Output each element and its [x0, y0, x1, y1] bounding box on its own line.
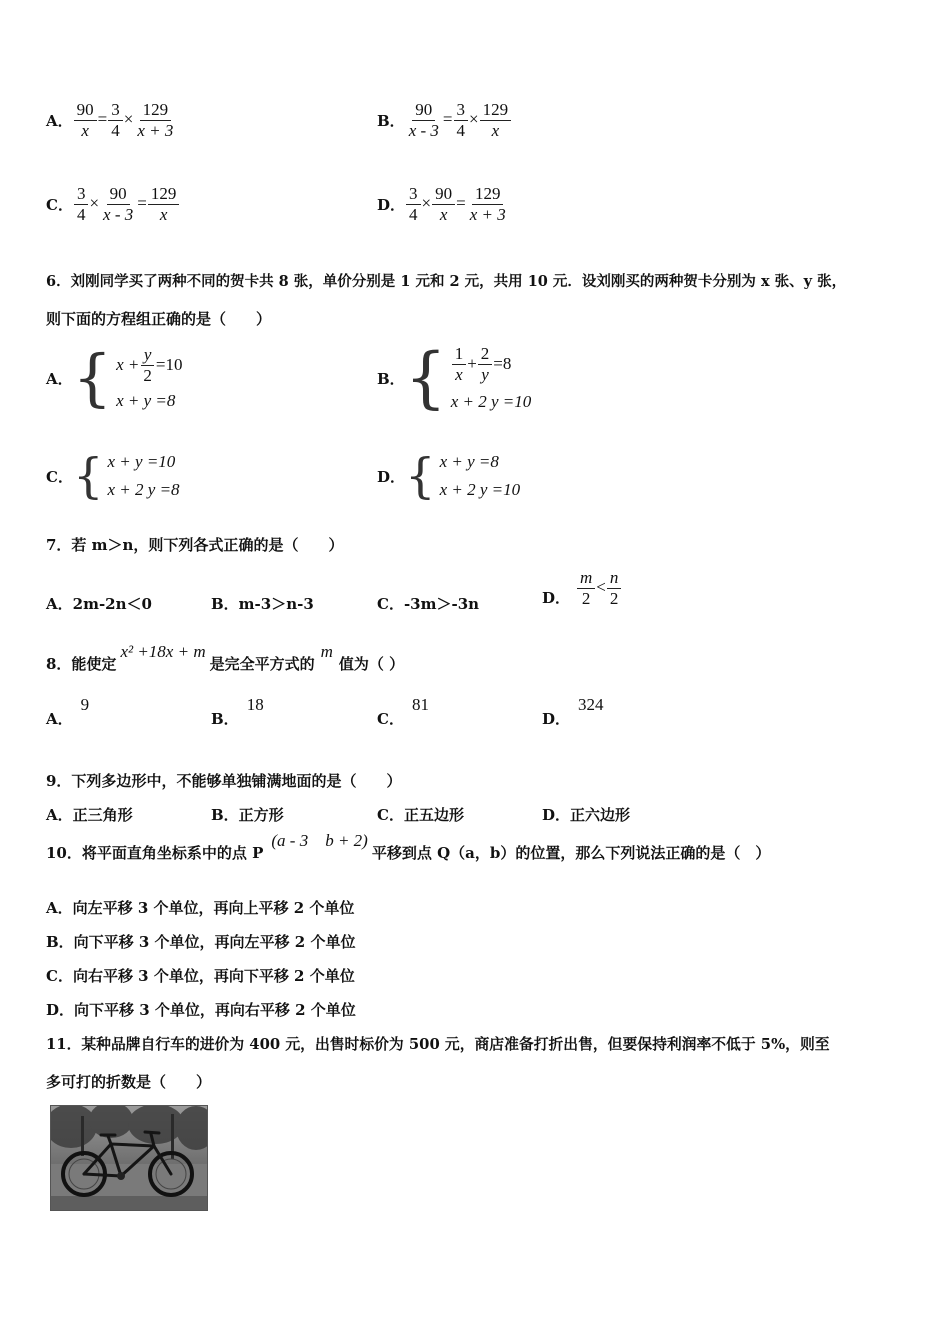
q8-option-b-value: 18: [246, 695, 264, 714]
brace-icon: {: [72, 341, 113, 414]
q5-option-b-formula: $\frac{90}{x - 3}$ = $\frac{3}{4}$ × $\frac{129}{x}$: [405, 100, 512, 141]
q11-stem-line1: 11．某种品牌自行车的进价为 400 元，出售时标价为 500 元，商店准备打折出售，但要保持利润率不低于 5%，则至: [46, 1036, 830, 1053]
q8-option-c[interactable]: [377, 695, 429, 729]
q8-option-c-label: C．: [377, 710, 404, 728]
q5-option-a-label: A．: [46, 112, 73, 130]
q8-expression: x² +18x + m: [120, 642, 206, 661]
q8-stem-pre: 8．能使定: [46, 655, 117, 673]
q9-stem: 9．下列多边形中，不能够单独铺满地面的是（ ）: [46, 772, 402, 790]
q6-option-a[interactable]: [46, 342, 182, 414]
q9-option-d[interactable]: D．正六边形: [542, 806, 631, 824]
q9-option-b[interactable]: B．正方形: [211, 806, 284, 824]
q7-option-c[interactable]: C．-3m＞-3n: [377, 595, 480, 613]
q5-option-a[interactable]: [46, 100, 177, 141]
q8-option-b[interactable]: [211, 695, 264, 729]
q6-option-b-label: B．: [377, 369, 405, 388]
q5-option-a-formula: $\frac{90}{x}$ = $\frac{3}{4}$ × $\frac{129}{x + 3}$: [73, 100, 178, 141]
q8-option-d-label: D．: [542, 710, 571, 728]
q6-option-d-system: { x + y =8 x + 2 y =10: [405, 448, 521, 504]
q10-stem-post: 平移到点 Q（a，b）的位置，那么下列说法正确的是（ ）: [371, 844, 771, 862]
q8-option-b-label: B．: [211, 710, 239, 728]
q6-option-d[interactable]: [377, 448, 520, 504]
q7-stem: 7．若 m＞n，则下列各式正确的是（ ）: [46, 536, 344, 554]
q6-stem-line1: 6．刘刚同学买了两种不同的贺卡共 8 张，单价分别是 1 元和 2 元，共用 10 元．设刘刚买的两种贺卡分别为 x 张、y 张，: [46, 273, 847, 290]
q8-variable: m: [320, 642, 333, 661]
q10-option-c[interactable]: C．向右平移 3 个单位，再向下平移 2 个单位: [46, 967, 355, 985]
q8-stem-post: 值为（ ）: [338, 655, 405, 673]
q8-option-a-label: A．: [46, 710, 73, 728]
brace-icon: {: [72, 448, 104, 504]
q8-option-c-value: 81: [411, 695, 429, 714]
bicycle-photo: [50, 1105, 208, 1211]
q5-option-c[interactable]: [46, 184, 180, 225]
q8-option-a[interactable]: [46, 695, 90, 729]
q5-option-d-formula: $\frac{3}{4}$ × $\frac{90}{x}$ = $\frac{129}{x + 3}$: [405, 184, 510, 225]
q11-stem-line2: 多可打的折数是（ ）: [46, 1073, 212, 1091]
q6-option-c-label: C．: [46, 467, 73, 486]
q5-option-b[interactable]: [377, 100, 512, 141]
q5-option-d-label: D．: [377, 196, 406, 214]
q8-stem: [46, 642, 405, 674]
q8-option-d[interactable]: [542, 695, 604, 729]
q5-option-b-label: B．: [377, 112, 405, 130]
q6-option-c-system: { x + y =10 x + 2 y =8: [72, 448, 180, 504]
brace-icon: {: [404, 339, 447, 416]
q6-option-b[interactable]: [377, 340, 531, 416]
q10-stem: [46, 831, 771, 863]
q10-option-a[interactable]: A．向左平移 3 个单位，再向上平移 2 个单位: [46, 899, 355, 917]
q7-option-d-label: D．: [542, 589, 571, 607]
q10-option-b[interactable]: B．向下平移 3 个单位，再向左平移 2 个单位: [46, 933, 356, 951]
q10-option-d[interactable]: D．向下平移 3 个单位，再向右平移 2 个单位: [46, 1001, 356, 1019]
q6-option-a-label: A．: [46, 369, 73, 388]
q6-stem-line2: 则下面的方程组正确的是（ ）: [46, 310, 272, 328]
q6-option-c[interactable]: [46, 448, 180, 504]
bicycle-icon: [51, 1106, 207, 1210]
q8-option-a-value: 9: [80, 695, 90, 714]
q5-option-d[interactable]: [377, 184, 510, 225]
q9-option-c[interactable]: C．正五边形: [377, 806, 464, 824]
q6-option-d-label: D．: [377, 467, 406, 486]
q7-option-a[interactable]: A．2m-2n＜0: [46, 595, 152, 613]
q10-point-p: (a - 3 b + 2): [271, 831, 368, 850]
q9-option-a[interactable]: A．正三角形: [46, 806, 133, 824]
q5-option-c-label: C．: [46, 196, 73, 214]
q8-option-d-value: 324: [578, 695, 604, 714]
q6-option-b-system: { $\frac{1}{x}$ + $\frac{2}{y}$ =8 x + 2 y =10: [404, 339, 532, 416]
q7-option-d[interactable]: [542, 568, 622, 609]
q7-option-d-formula: $\frac{m}{2}$ < $\frac{n}{2}$: [576, 568, 622, 609]
brace-icon: {: [405, 448, 436, 504]
q10-stem-pre: 10．将平面直角坐标系中的点 P: [46, 844, 264, 862]
q6-option-a-system: { x + $\frac{y}{2}$ =10 x + y =8: [72, 341, 183, 414]
q5-option-c-formula: $\frac{3}{4}$ × $\frac{90}{x - 3}$ = $\frac{129}{x}$: [73, 184, 180, 225]
q7-option-b[interactable]: B．m-3＞n-3: [211, 595, 314, 613]
q8-stem-mid: 是完全平方式的: [209, 655, 315, 673]
